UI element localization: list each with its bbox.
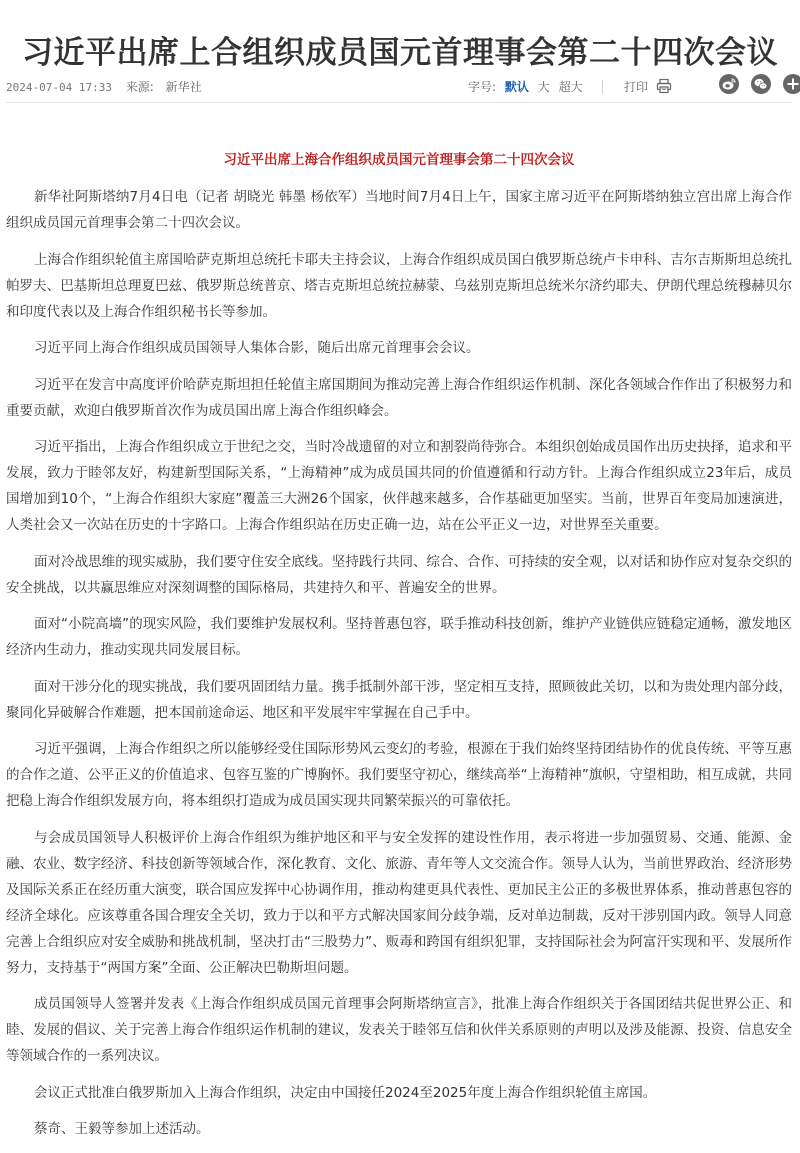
article-paragraph: 习近平强调，上海合作组织之所以能够经受住国际形势风云变幻的考验，根源在于我们始终坚持团结协作的优良传统、平等互惠的合作之道、公平正义的价值追求、包容互鉴的广博胸怀。我们要坚守初心，继续高举“上海精神”旗帜，守望相助，相互成就，共同把稳上海合作组织发展方向，将本组织打造成为成员国实现共同繁荣振兴的可靠依托。 <box>6 741 792 809</box>
publish-datetime: 2024-07-04 17:33 <box>6 81 112 94</box>
print-label: 打印 <box>624 80 649 94</box>
article-meta-bar <box>6 74 792 103</box>
article-paragraph: 上海合作组织轮值主席国哈萨克斯坦总统托卡耶夫主持会议，上海合作组织成员国白俄罗斯总统卢卡申科、吉尔吉斯斯坦总统扎帕罗夫、巴基斯坦总理夏巴兹、俄罗斯总统普京、塔吉克斯坦总统拉赫蒙、乌兹别克斯坦总统米尔济约耶夫、伊朗代理总统穆赫贝尔和印度代表以及上海合作组织秘书长等参加。 <box>6 251 792 320</box>
font-size-large-button[interactable]: 大 <box>537 80 550 94</box>
article-paragraph: 蔡奇、王毅等参加上述活动。 <box>34 1121 210 1137</box>
font-size-selector <box>468 78 583 95</box>
article-subhead: 习近平出席上海合作组织成员国元首理事会第二十四次会议 <box>223 152 575 168</box>
toolbar-divider <box>602 80 603 94</box>
weibo-icon[interactable] <box>718 73 740 95</box>
source-label: 来源: <box>125 80 154 94</box>
article-paragraph: 习近平指出，上海合作组织成立于世纪之交，当时冷战遗留的对立和割裂尚待弥合。本组织创始成员国作出历史抉择，追求和平发展，致力于睦邻友好，构建新型国际关系，“上海精神”成为成员国共同的价值遵循和行动方针。上海合作组织成立23年后，成员国增加到10个，“上海合作组织大家庭”覆盖三大洲26个国家，伙伴越来越多，合作基础更加坚实。当前，世界百年变局加速演进，人类社会又一次站在历史的十字路口。上海合作组织站在历史正确一边，站在公平正义一边，对世界至关重要。 <box>6 439 792 533</box>
article-paragraph: 与会成员国领导人积极评价上海合作组织为维护地区和平与安全发挥的建设性作用，表示将进一步加强贸易、交通、能源、金融、农业、数字经济、科技创新等领域合作，深化教育、文化、旅游、青年等人文交流合作。领导人认为，当前世界政治、经济形势及国际关系正在经历重大演变，联合国应发挥中心协调作用，推动构建更具代表性、更加民主公正的多极世界体系，推动普惠包容的经济全球化。应该尊重各国合理安全关切，致力于以和平方式解决国家间分歧争端，反对单边制裁，反对干涉别国内政。领导人同意完善上合组织应对安全威胁和挑战机制，坚决打击“三股势力”、贩毒和跨国有组织犯罪，支持国际社会为阿富汗实现和平、发展所作努力，支持基于“两国方案”全面、公正解决巴勒斯坦问题。 <box>6 829 792 976</box>
article-paragraph: 面对干涉分化的现实挑战，我们要巩固团结力量。携手抵制外部干涉，坚定相互支持，照顾彼此关切，以和为贵处理内部分歧，聚同化异破解合作难题，把本国前途命运、地区和平发展牢牢掌握在自己手中。 <box>6 678 792 721</box>
article-paragraph: 成员国领导人签署并发表《上海合作组织成员国元首理事会阿斯塔纳宣言》，批准上海合作组织关于各国团结共促世界公正、和睦、发展的倡议、关于完善上海合作组织运作机制的建议，发表关于睦邻互信和伙伴关系原则的声明以及涉及能源、投资、信息安全等领域合作的一系列决议。 <box>6 996 792 1064</box>
source-name: 新华社 <box>165 80 202 94</box>
font-size-xlarge-button[interactable]: 超大 <box>558 80 583 94</box>
font-size-label: 字号: <box>468 80 497 94</box>
article-paragraph: 习近平在发言中高度评价哈萨克斯坦担任轮值主席国期间为推动完善上海合作组织运作机制、深化各领域合作作出了积极努力和重要贡献，欢迎白俄罗斯首次作为成员国出席上海合作组织峰会。 <box>6 376 792 419</box>
wechat-icon[interactable] <box>750 73 772 95</box>
article-meta-info <box>6 78 202 95</box>
article-paragraph: 面对“小院高墙”的现实风险，我们要维护发展权利。坚持普惠包容，联手推动科技创新，维护产业链供应链稳定通畅，激发地区经济内生动力，推动实现共同发展目标。 <box>6 616 792 658</box>
article-paragraph: 面对冷战思维的现实威胁，我们要守住安全底线。坚持践行共同、综合、合作、可持续的安全观，以对话和协作应对复杂交织的安全挑战，以共赢思维应对深刻调整的国际格局，共建持久和平、普遍安全的世界。 <box>6 553 792 596</box>
printer-icon <box>656 78 672 94</box>
article-paragraph: 习近平同上海合作组织成员国领导人集体合影，随后出席元首理事会会议。 <box>34 340 480 356</box>
article-body <box>6 148 792 1153</box>
font-size-default-button[interactable]: 默认 <box>504 80 529 94</box>
share-more-icon[interactable] <box>782 73 800 95</box>
article-paragraph: 新华社阿斯塔纳7月4日电（记者 胡晓光 韩墨 杨依军）当地时间7月4日上午，国家主席习近平在阿斯塔纳独立宫出席上海合作组织成员国元首理事会第二十四次会议。 <box>6 189 792 231</box>
print-button[interactable] <box>624 78 672 95</box>
share-buttons <box>712 73 800 95</box>
article-paragraph: 会议正式批准白俄罗斯加入上海合作组织，决定由中国接任2024至2025年度上海合作组织轮值主席国。 <box>34 1084 657 1101</box>
article-title: 习近平出席上合组织成员国元首理事会第二十四次会议 <box>22 34 778 71</box>
